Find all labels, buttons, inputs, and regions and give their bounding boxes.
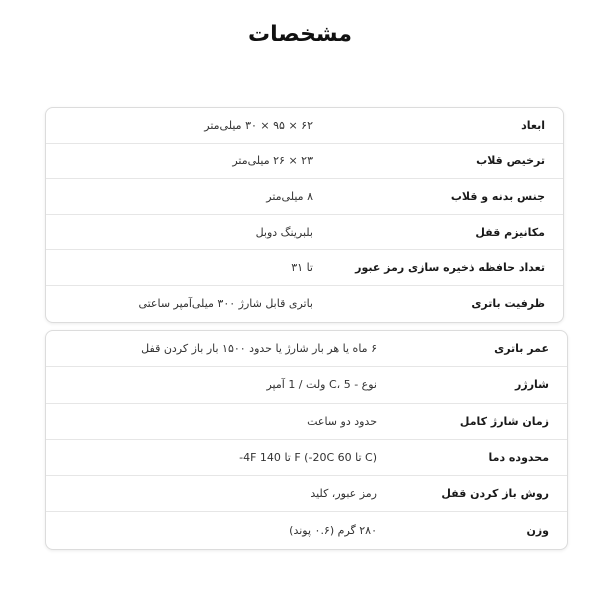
table-row-charge-time bbox=[46, 404, 567, 440]
table-row-material bbox=[46, 179, 563, 215]
page-title: مشخصات bbox=[248, 22, 352, 47]
row-label: شارژر bbox=[515, 378, 549, 392]
row-value: تا ۳۱ bbox=[291, 261, 313, 275]
row-label: ظرفیت باتری bbox=[471, 297, 545, 311]
row-label: وزن bbox=[526, 524, 549, 538]
row-value: ۲۳ × ۲۶ میلی‌متر bbox=[232, 154, 313, 168]
row-value: بلبرینگ دوبل bbox=[255, 225, 313, 239]
row-value: ۸ میلی‌متر bbox=[266, 189, 313, 203]
row-value: نوع - C، 5 ولت / 1 آمپر bbox=[266, 378, 377, 392]
row-label: عمر باتری bbox=[494, 342, 549, 356]
row-label: جنس بدنه و قلاب bbox=[450, 189, 545, 203]
row-value: ۶ ماه یا هر بار شارژ یا حدود ۱۵۰۰ بار باز کردن قفل bbox=[141, 342, 377, 356]
row-value: ۲۸۰ گرم (۰.۶ پوند) bbox=[289, 524, 377, 538]
row-label: تعداد حافظه ذخیره سازی رمز عبور bbox=[355, 261, 545, 275]
table-row-battery-capacity bbox=[46, 286, 563, 322]
row-value: باتری قابل شارژ ۳۰۰ میلی‌آمپر ساعتی bbox=[138, 297, 313, 311]
table-row-temperature-range bbox=[46, 440, 567, 476]
table-row-battery-life bbox=[46, 331, 567, 367]
table-row-dimensions bbox=[46, 108, 563, 144]
row-label: زمان شارژ کامل bbox=[459, 414, 549, 428]
table-row-weight bbox=[46, 512, 567, 548]
table-row-lock-mechanism bbox=[46, 215, 563, 251]
table-row-password-memory bbox=[46, 250, 563, 286]
row-label: محدوده دما bbox=[488, 451, 549, 465]
table-row-unlock-method bbox=[46, 476, 567, 512]
table-row-charger bbox=[46, 367, 567, 403]
row-label: روش باز کردن قفل bbox=[441, 487, 549, 501]
row-label: مکانیزم قفل bbox=[475, 225, 545, 239]
row-label: ابعاد bbox=[521, 118, 545, 132]
specs-table-secondary bbox=[45, 330, 568, 550]
table-row-shackle-clearance bbox=[46, 144, 563, 180]
row-value: رمز عبور، کلید bbox=[310, 487, 377, 501]
row-value: -4F 140 تا F (-20C 60 تا C) bbox=[239, 451, 377, 465]
specs-table-primary bbox=[45, 107, 564, 323]
row-label: ترخیص قلاب bbox=[476, 154, 545, 168]
row-value: حدود دو ساعت bbox=[307, 414, 377, 428]
row-value: ۶۲ × ۹۵ × ۳۰ میلی‌متر bbox=[204, 118, 313, 132]
